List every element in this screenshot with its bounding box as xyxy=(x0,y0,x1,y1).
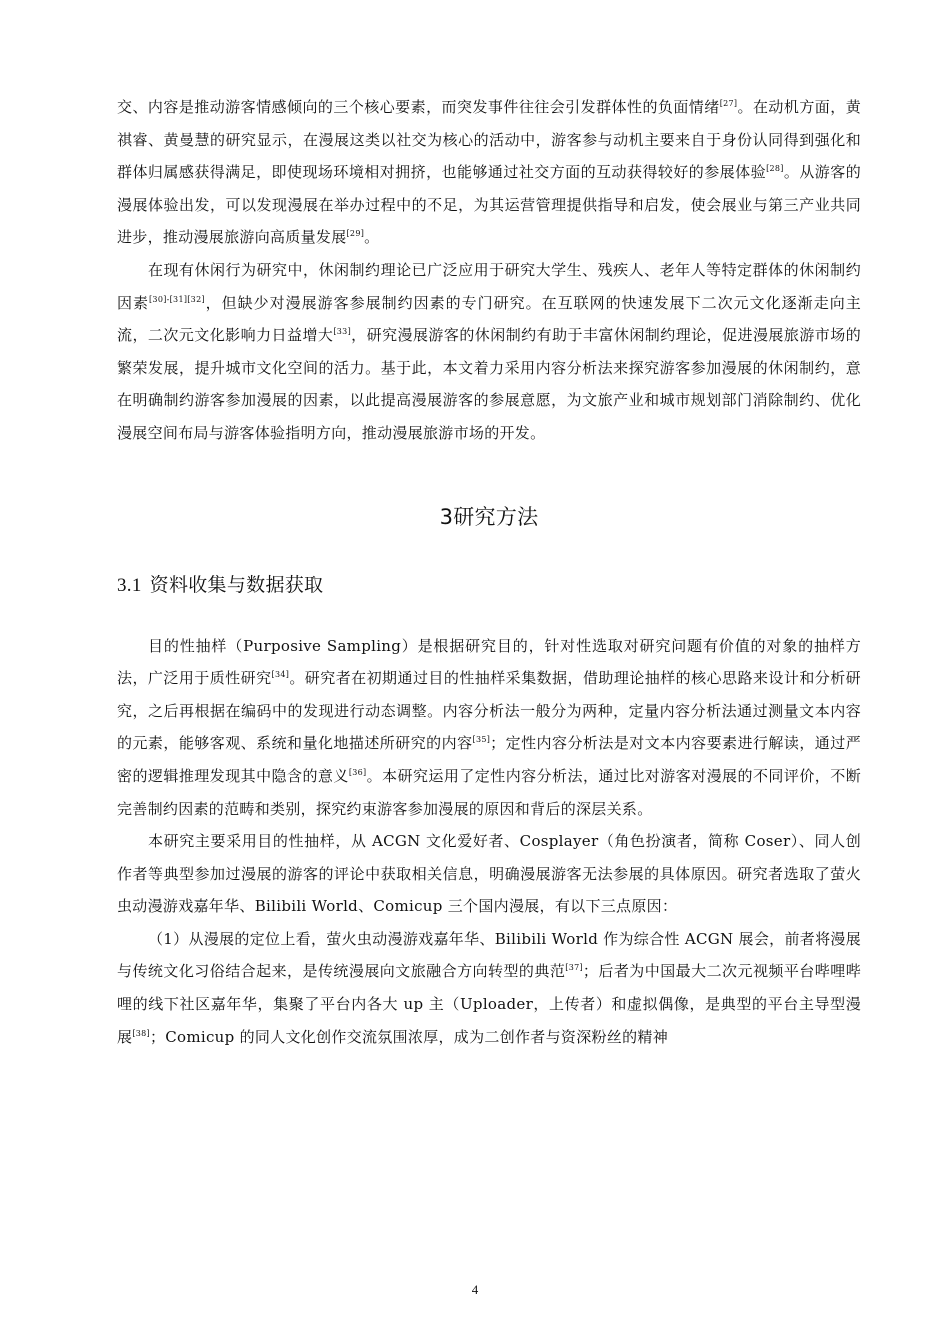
subsection-title: 资料收集与数据获取 xyxy=(149,573,324,596)
text-run: ，研究漫展游客的休闲制约有助于丰富休闲制约理论，促进漫展旅游市场的繁荣发展，提升城市文化空间的活力。基于此，本文着力采用内容分析法来探究游客参加漫展的休闲制约，意在明确制约游客参加漫展的因素，以此提高漫展游客的参展意愿，为文旅产业和城市规划部门消除制约、优化漫展空间布局与游客体验指明方向，推动漫展旅游市场的开发。 xyxy=(117,326,862,442)
text-run: 交、内容是推动游客情感倾向的三个核心要素，而突发事件往往会引发群体性的负面情绪 xyxy=(117,98,720,116)
text-run: ；定性内容分析法是对文本内容要素进行解读，通过严密的逻辑推理发现其中隐含的意义 xyxy=(117,734,862,785)
text-run: （1）从漫展的定位上看，萤火虫动漫游戏嘉年华、Bilibili World 作为综合性 ACGN 展会，前者将漫展与传统文化习俗结合起来，是传统漫展向文旅融合方向转型的典范 xyxy=(117,929,861,981)
citation-37: [37] xyxy=(565,963,583,973)
paragraph-4 xyxy=(117,825,861,923)
page-number: 4 xyxy=(471,1282,479,1297)
text-run: 。研究者在初期通过目的性抽样采集数据，借助理论抽样的核心思路来设计和分析研究，之后再根据在编码中的发现进行动态调整。内容分析法一般分为两种，定量内容分析法通过测量文本内容的元素，能够客观、系统和量化地描述所研究的内容 xyxy=(117,669,861,753)
text-run: ；后者为中国最大二次元视频平台哔哩哔哩的线下社区嘉年华，集聚了平台内各大 up 主（Uploader，上传者）和虚拟偶像，是典型的平台主导型漫展 xyxy=(117,962,862,1046)
subsection-heading xyxy=(117,565,861,606)
section-heading xyxy=(117,495,861,539)
text-run: 。在动机方面，黄祺睿、黄曼慧的研究显示，在漫展这类以社交为核心的活动中，游客参与动机主要来自于身份认同得到强化和群体归属感获得满足，即使现场环境相对拥挤，也能够通过社交方面的互动获得较好的参展体验 xyxy=(117,98,861,182)
body-text xyxy=(117,91,861,1053)
paragraph-3 xyxy=(117,630,861,826)
text-run: ，但缺少对漫展游客参展制约因素的专门研究。在互联网的快速发展下二次元文化逐渐走向主流，二次元文化影响力日益增大 xyxy=(117,293,861,345)
citation-30-32: [30]-[31][32] xyxy=(149,294,205,304)
paragraph-5 xyxy=(117,923,861,1053)
text-run: 。 xyxy=(364,228,380,247)
text-run: 本研究主要采用目的性抽样，从 ACGN 文化爱好者、Cosplayer（角色扮演者，简称 Coser）、同人创作者等典型参加过漫展的游客的评论中获取相关信息，明确漫展游客无法参展的具体原因。研究者选取了萤火虫动漫游戏嘉年华、Bilibili World、Comicup 三个国内漫展，有以下三点原因： xyxy=(117,832,861,916)
paragraph-2 xyxy=(117,254,861,450)
citation-33: [33] xyxy=(333,327,351,337)
section-title: 研究方法 xyxy=(453,504,539,529)
text-run: 。从游客的漫展体验出发，可以发现漫展在举办过程中的不足，为其运营管理提供指导和启发，使会展业与第三产业共同进步，推动漫展旅游向高质量发展 xyxy=(117,163,861,247)
citation-36: [36] xyxy=(348,767,367,777)
citation-27: [27] xyxy=(719,99,738,108)
text-run: 目的性抽样（Purposive Sampling）是根据研究目的，针对性选取对研究问题有价值的对象的抽样方法，广泛用于质性研究 xyxy=(117,636,861,688)
text-run: 。本研究运用了定性内容分析法，通过比对游客对漫展的不同评价，不断完善制约因素的范畴和类别，探究约束游客参加漫展的原因和背后的深层关系。 xyxy=(117,766,861,818)
citation-34: [34] xyxy=(271,670,290,680)
citation-35: [35] xyxy=(472,735,491,745)
citation-29: [29] xyxy=(346,229,365,239)
section-number: 3 xyxy=(439,504,454,529)
paragraph-1 xyxy=(117,91,861,254)
citation-38: [38] xyxy=(132,1028,150,1038)
citation-28: [28] xyxy=(766,164,784,174)
text-run: 在现有休闲行为研究中，休闲制约理论已广泛应用于研究大学生、残疾人、老年人等特定群体的休闲制约因素 xyxy=(117,260,861,312)
text-run: ；Comicup 的同人文化创作交流氛围浓厚，成为二创作者与资深粉丝的精神 xyxy=(149,1027,669,1046)
subsection-number: 3.1 xyxy=(117,574,142,596)
